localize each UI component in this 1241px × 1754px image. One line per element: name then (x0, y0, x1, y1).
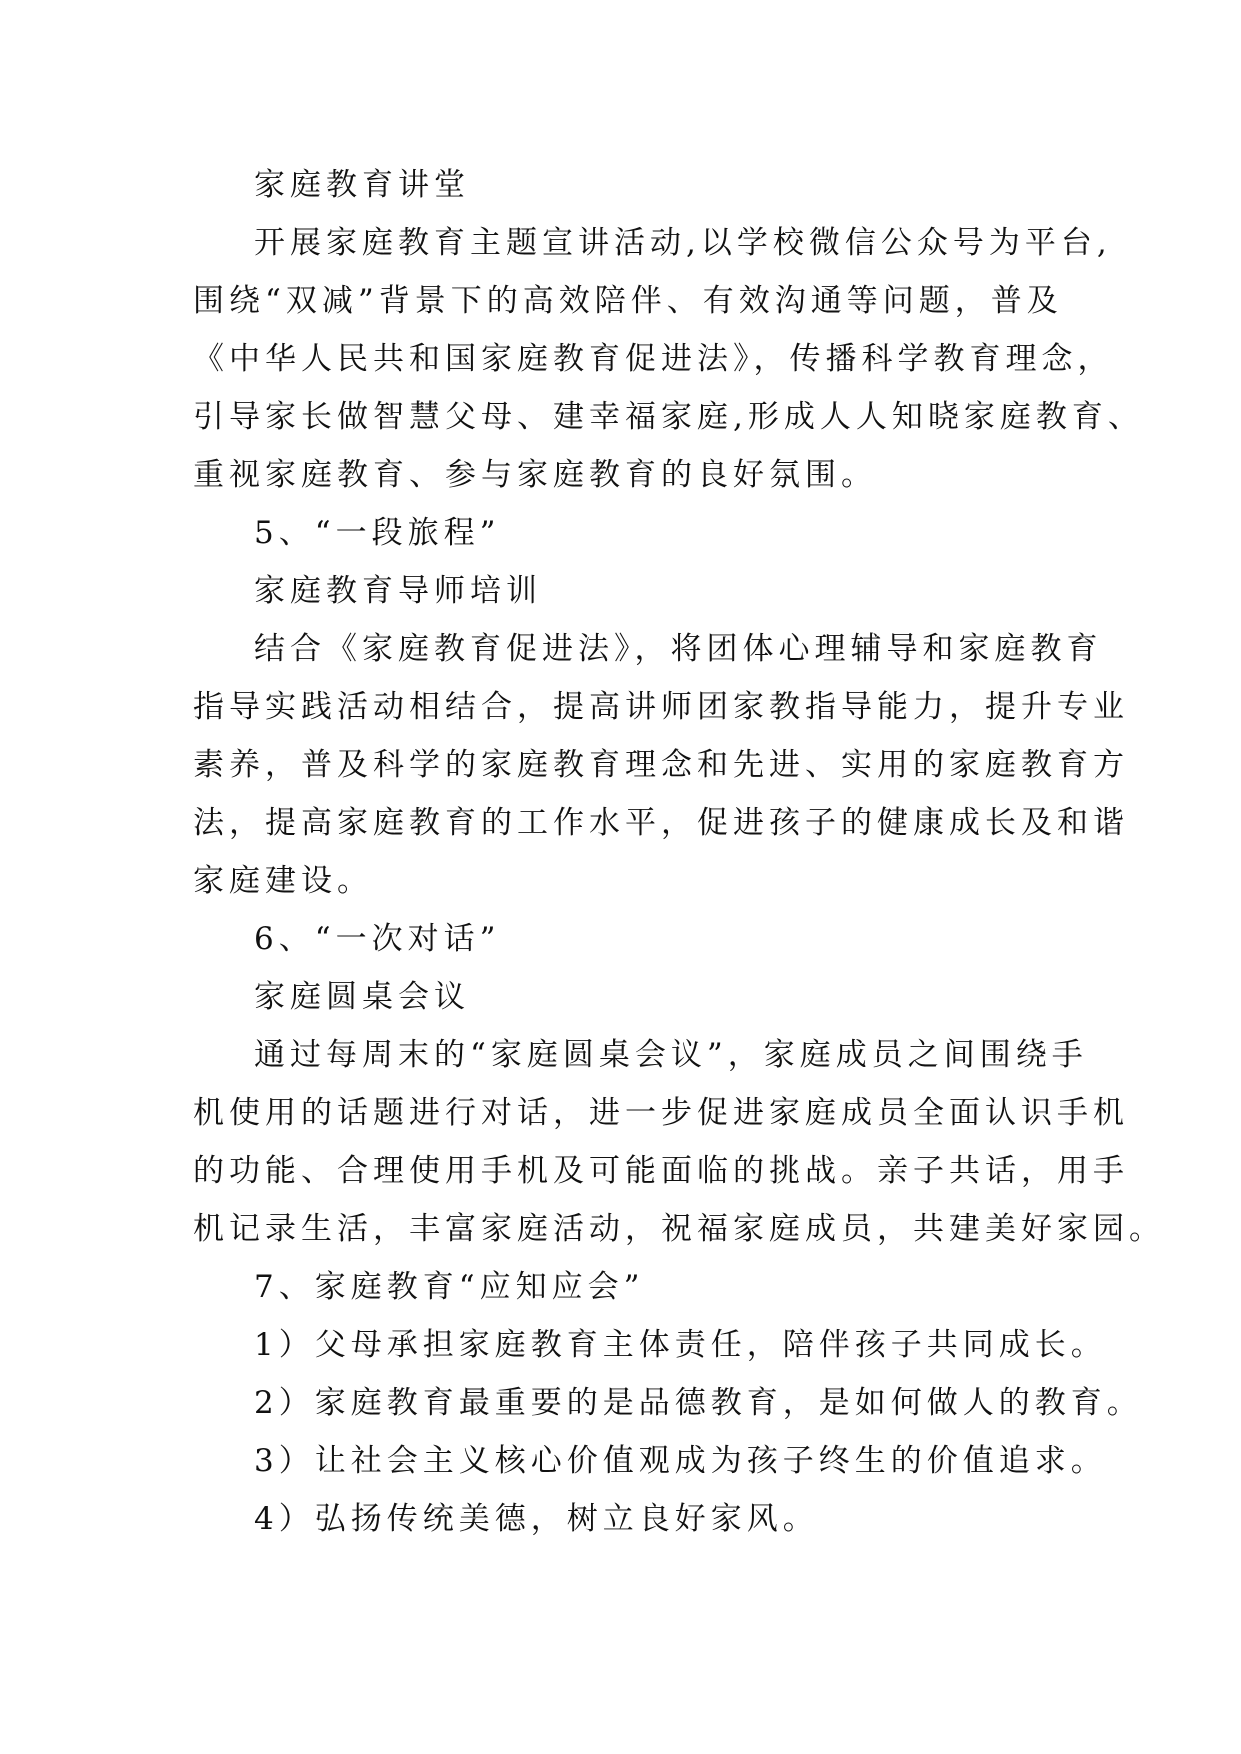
paragraph-line: 家庭建设。 (193, 863, 373, 899)
paragraph-line: 重视家庭教育、参与家庭教育的良好氛围。 (193, 457, 877, 493)
paragraph-line: 机使用的话题进行对话，进一步促进家庭成员全面认识手机 (193, 1095, 1129, 1131)
paragraph-line: 的功能、合理使用手机及可能面临的挑战。亲子共话，用手 (193, 1153, 1129, 1189)
paragraph-line: 围绕“双减”背景下的高效陪伴、有效沟通等问题，普及 (193, 283, 1063, 319)
paragraph-line: 素养，普及科学的家庭教育理念和先进、实用的家庭教育方 (193, 747, 1129, 783)
subsection-heading-mentor-training: 家庭教育导师培训 (254, 573, 542, 609)
paragraph-line: 引导家长做智慧父母、建幸福家庭,形成人人知晓家庭教育、 (193, 399, 1144, 435)
list-item: 1）父母承担家庭教育主体责任，陪伴孩子共同成长。 (254, 1327, 1107, 1363)
paragraph-line: 结合《家庭教育促进法》，将团体心理辅导和家庭教育 (254, 631, 1103, 667)
paragraph-line: 机记录生活，丰富家庭活动，祝福家庭成员，共建美好家园。 (193, 1211, 1165, 1247)
paragraph-line: 《中华人民共和国家庭教育促进法》，传播科学教育理念， (193, 341, 1114, 377)
paragraph-line: 开展家庭教育主题宣讲活动,以学校微信公众号为平台, (254, 225, 1112, 261)
list-item: 3）让社会主义核心价值观成为孩子终生的价值追求。 (254, 1443, 1107, 1479)
section-heading-family-lecture: 家庭教育讲堂 (254, 167, 470, 203)
section-heading-journey: 5、“一段旅程” (254, 515, 501, 551)
paragraph-line: 法，提高家庭教育的工作水平，促进孩子的健康成长及和谐 (193, 805, 1129, 841)
section-heading-dialogue: 6、“一次对话” (254, 921, 501, 957)
list-item: 4）弘扬传统美德，树立良好家风。 (254, 1501, 819, 1537)
paragraph-line: 指导实践活动相结合，提高讲师团家教指导能力，提升专业 (193, 689, 1129, 725)
subsection-heading-round-table: 家庭圆桌会议 (254, 979, 470, 1015)
paragraph-line: 通过每周末的“家庭圆桌会议”，家庭成员之间围绕手 (254, 1037, 1088, 1073)
list-item: 2）家庭教育最重要的是品德教育，是如何做人的教育。 (254, 1385, 1143, 1421)
section-heading-should-know: 7、家庭教育“应知应会” (254, 1269, 645, 1305)
